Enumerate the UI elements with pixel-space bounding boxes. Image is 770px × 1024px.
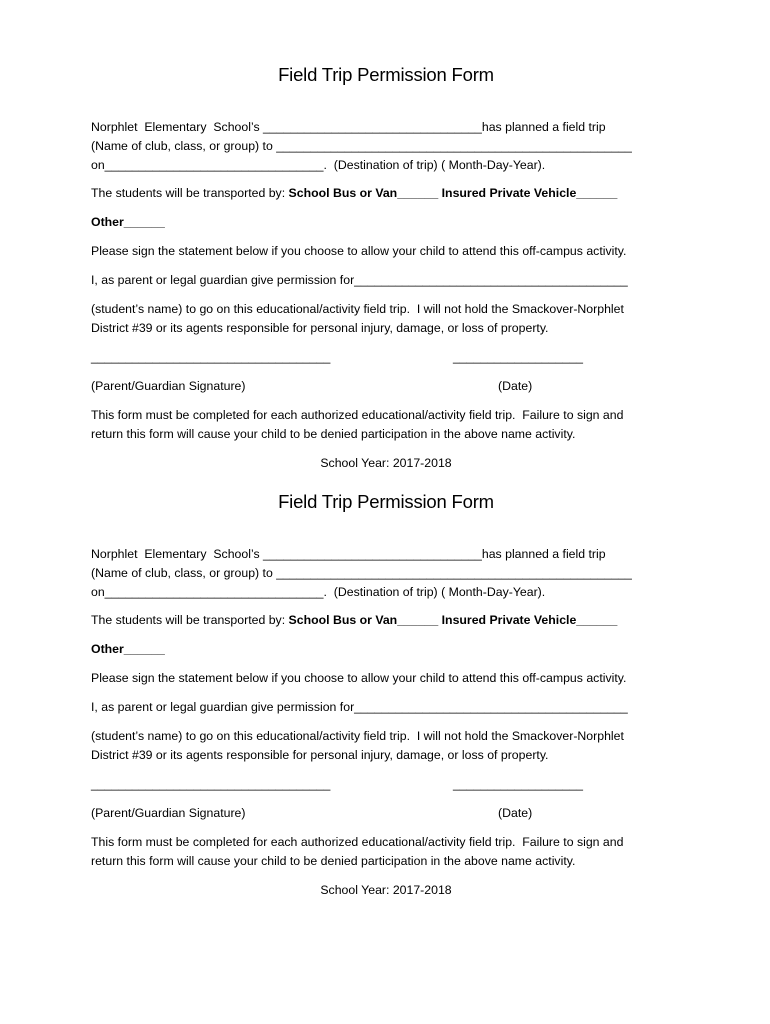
notice-line-1: This form must be completed for each authorized educational/activity field trip. Failure to sign and [91, 408, 624, 422]
transport-line [91, 186, 617, 201]
signature-label: (Parent/Guardian Signature) [91, 379, 246, 393]
date-label: (Date) [498, 806, 533, 820]
transport-prefix: The students will be transported by: [91, 186, 286, 200]
form-title: Field Trip Permission Form [278, 64, 494, 85]
transport-options: School Bus or Van______ Insured Private Vehicle______ [288, 186, 618, 200]
signature-line: ___________________________________ [91, 777, 331, 791]
permission-line: I, as parent or legal guardian give permission for________________________________________ [91, 700, 628, 714]
other-option: Other______ [91, 642, 165, 656]
transport-options: School Bus or Van______ Insured Private Vehicle______ [288, 613, 618, 627]
club-name-line: (Name of club, class, or group) to ____________________________________________________ [91, 139, 632, 153]
signature-line: ___________________________________ [91, 350, 331, 364]
destination-line: on________________________________. (Destination of trip) ( Month-Day-Year). [91, 585, 546, 599]
date-line: ___________________ [453, 777, 583, 791]
school-year: School Year: 2017-2018 [320, 456, 452, 470]
notice-line-1: This form must be completed for each authorized educational/activity field trip. Failure to sign and [91, 835, 624, 849]
liability-line-2: District #39 or its agents responsible for personal injury, damage, or loss of property. [91, 748, 549, 762]
notice-line-2: return this form will cause your child to be denied participation in the above name activity. [91, 427, 576, 441]
date-line: ___________________ [453, 350, 583, 364]
permission-line: I, as parent or legal guardian give permission for________________________________________ [91, 273, 628, 287]
liability-line-1: (student’s name) to go on this educational/activity field trip. I will not hold the Smackover-Norphlet [91, 302, 624, 316]
sign-statement: Please sign the statement below if you choose to allow your child to attend this off-campus activity. [91, 244, 627, 258]
notice-line-2: return this form will cause your child to be denied participation in the above name activity. [91, 854, 576, 868]
school-year: School Year: 2017-2018 [320, 883, 452, 897]
club-name-line: (Name of club, class, or group) to ____________________________________________________ [91, 566, 632, 580]
transport-prefix: The students will be transported by: [91, 613, 286, 627]
sign-statement: Please sign the statement below if you choose to allow your child to attend this off-campus activity. [91, 671, 627, 685]
form-title: Field Trip Permission Form [278, 491, 494, 512]
other-option: Other______ [91, 215, 165, 229]
liability-line-1: (student’s name) to go on this educational/activity field trip. I will not hold the Smackover-Norphlet [91, 729, 624, 743]
transport-line [91, 613, 617, 628]
signature-label: (Parent/Guardian Signature) [91, 806, 246, 820]
destination-line: on________________________________. (Destination of trip) ( Month-Day-Year). [91, 158, 546, 172]
club-line: Norphlet Elementary School’s ________________________________has planned a field trip [91, 120, 606, 134]
date-label: (Date) [498, 379, 533, 393]
club-line: Norphlet Elementary School’s ________________________________has planned a field trip [91, 547, 606, 561]
liability-line-2: District #39 or its agents responsible for personal injury, damage, or loss of property. [91, 321, 549, 335]
